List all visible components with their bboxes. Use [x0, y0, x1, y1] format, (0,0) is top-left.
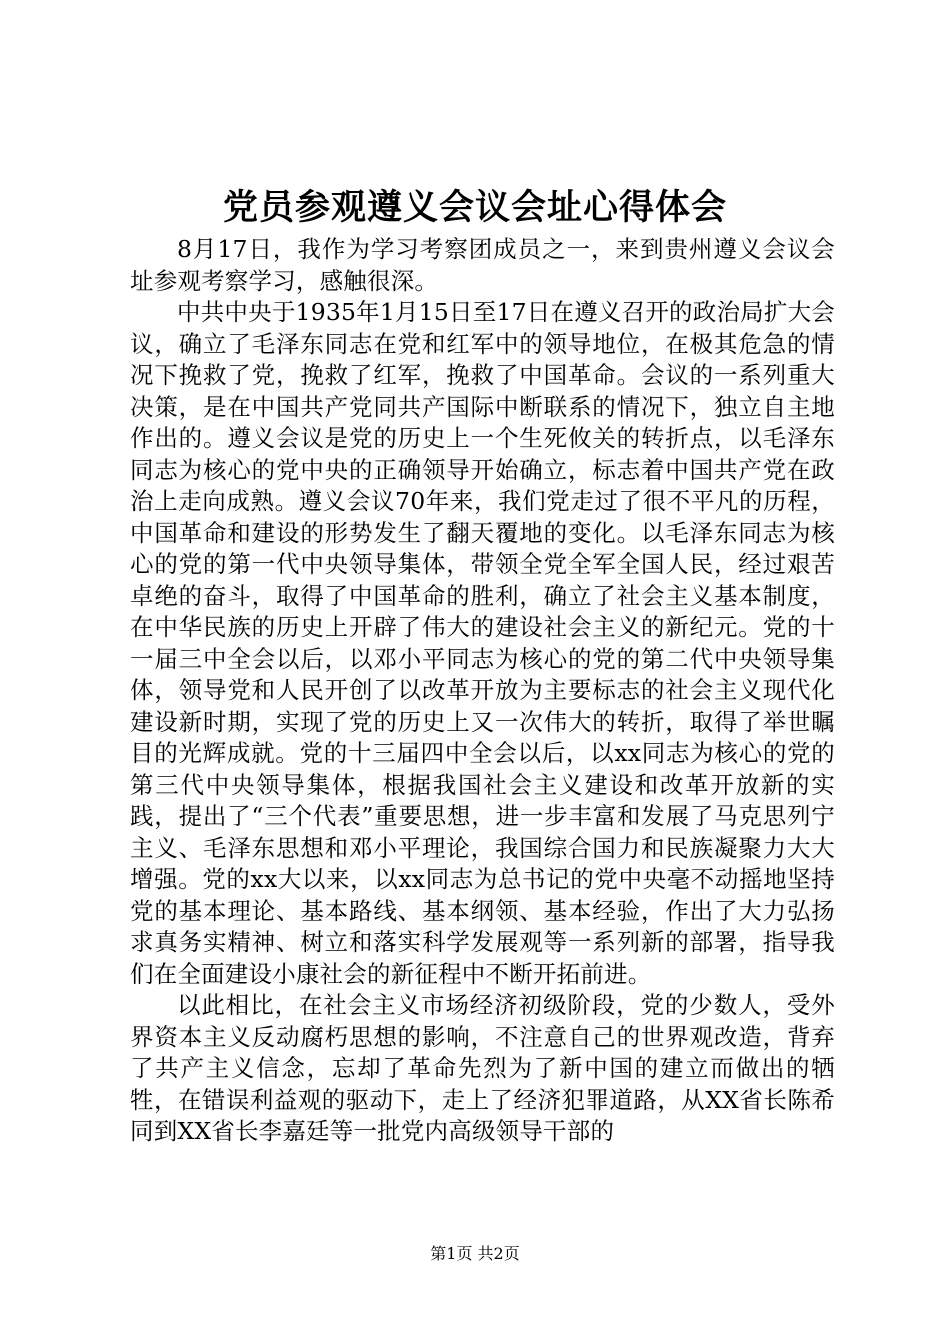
page-footer: 第1页 共2页 [430, 1244, 520, 1263]
document-title: 党员参观遵义会议会址心得体会 [222, 188, 727, 228]
paragraph-2: 中共中央于1935年1月15日至17日在遵义召开的政治局扩大会议，确立了毛泽东同志在党和红军中的领导地位，在极其危急的情况下挽救了党，挽救了红军，挽救了中国革命。会议的一系列重大决策，是在中国共产党同共产国际中断联系的情况下，独立自主地作出的。遵义会议是党的历史上一个生死攸关的转折点，以毛泽东同志为核心的党中央的正确领导开始确立，标志着中国共产党在政治上走向成熟。遵义会议70年来，我们党走过了很不平凡的历程，中国革命和建设的形势发生了翻天覆地的变化。以毛泽东同志为核心的党的第一代中央领导集体，带领全党全军全国人民，经过艰苦卓绝的奋斗，取得了中国革命的胜利，确立了社会主义基本制度，在中华民族的历史上开辟了伟大的建设社会主义的新纪元。党的十一届三中全会以后，以邓小平同志为核心的党的第二代中央领导集体，领导党和人民开创了以改革开放为主要标志的社会主义现代化建设新时期，实现了党的历史上又一次伟大的转折，取得了举世瞩目的光辉成就。党的十三届四中全会以后，以xx同志为核心的党的第三代中央领导集体，根据我国社会主义建设和改革开放新的实践，提出了“三个代表”重要思想，进一步丰富和发展了马克思列宁主义、毛泽东思想和邓小平理论，我国综合国力和民族凝聚力大大增强。党的xx大以来，以xx同志为总书记的党中央毫不动摇地坚持党的基本理论、基本路线、基本纲领、基本经验，作出了大力弘扬求真务实精神、树立和落实科学发展观等一系列新的部署，指导我们在全面建设小康社会的新征程中不断开拓前进。 [130, 298, 835, 988]
paragraph-1: 8月17日，我作为学习考察团成员之一，来到贵州遵义会议会址参观考察学习，感触很深。 [130, 235, 835, 295]
document-body [130, 234, 835, 1148]
paragraph-3: 以此相比，在社会主义市场经济初级阶段，党的少数人，受外界资本主义反动腐朽思想的影响，不注意自己的世界观改造，背弃了共产主义信念，忘却了革命先烈为了新中国的建立而做出的牺牲，在错误利益观的驱动下，走上了经济犯罪道路，从XX省长陈希同到XX省长李嘉廷等一批党内高级领导干部的 [130, 991, 835, 1145]
